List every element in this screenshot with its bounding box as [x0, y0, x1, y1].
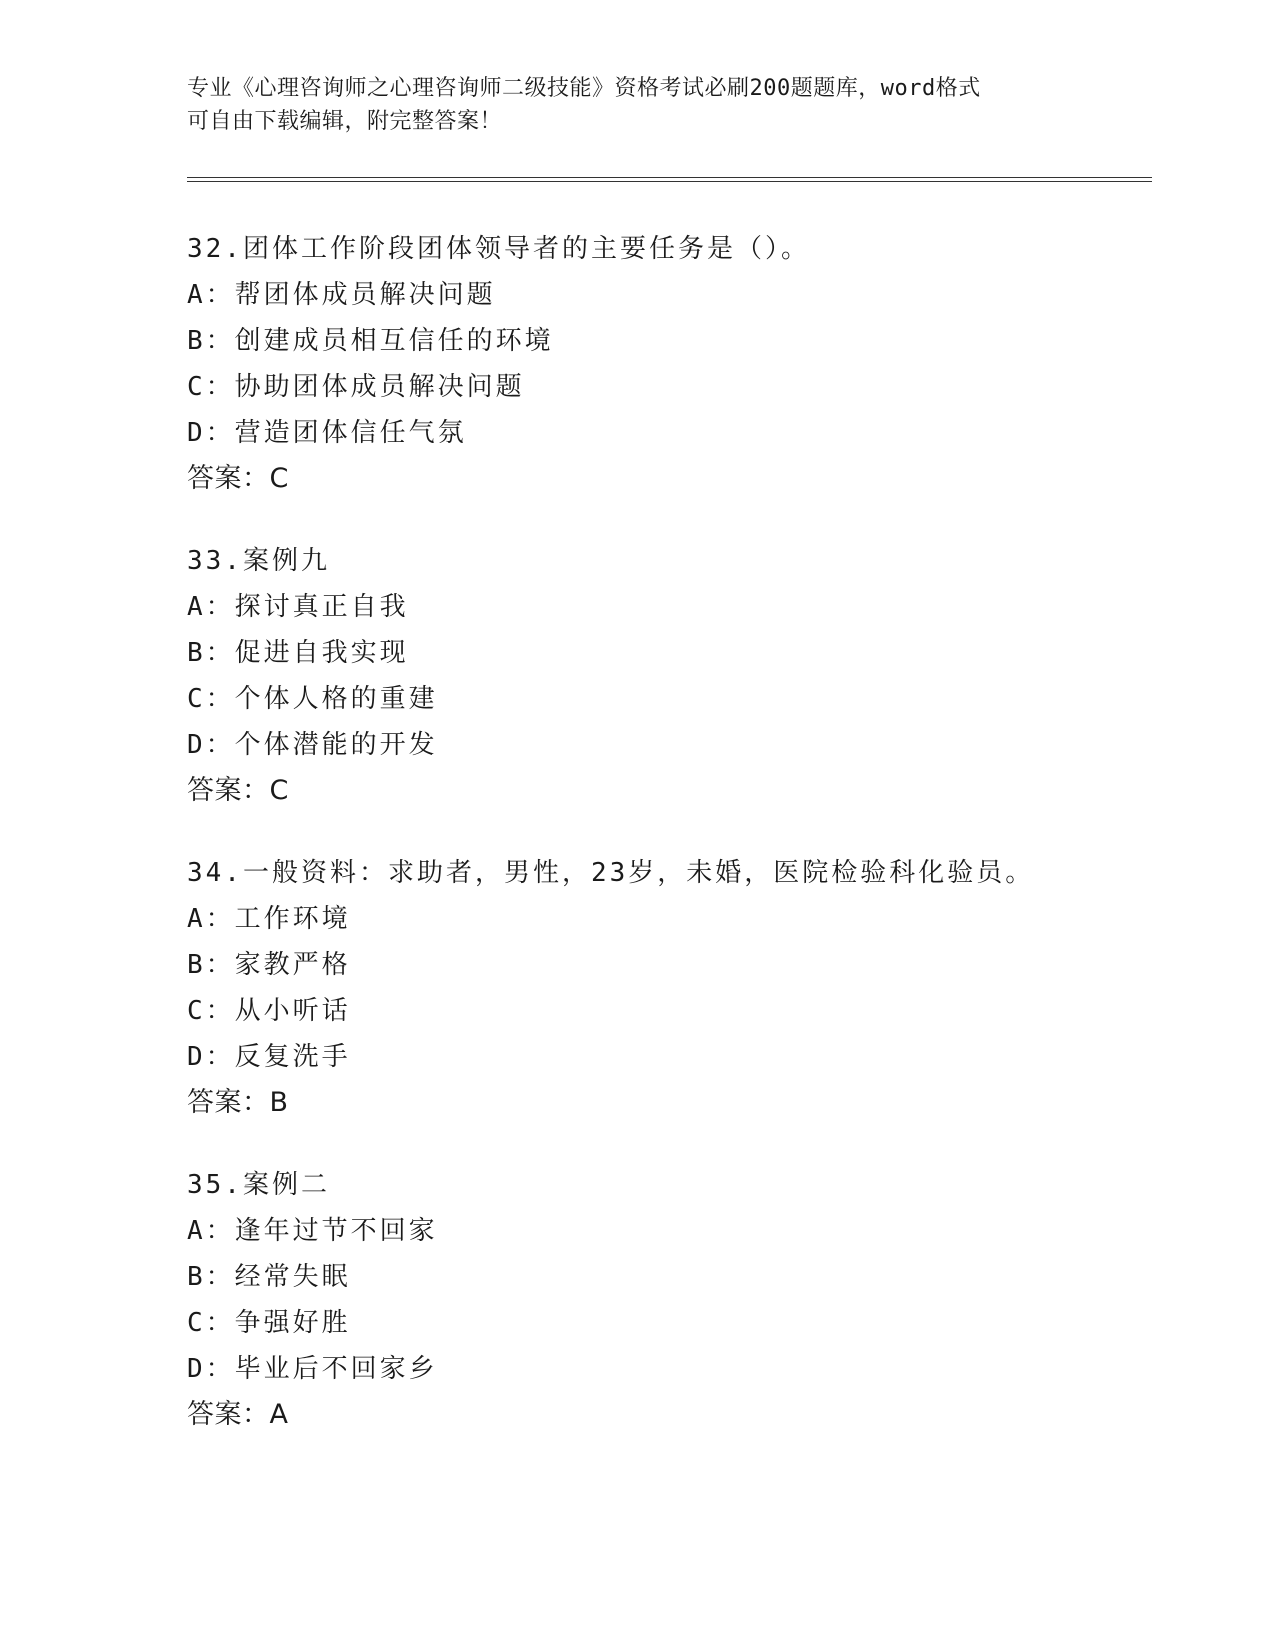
answer-line: 答案：A: [187, 1399, 289, 1430]
header-line-1: 专业《心理咨询师之心理咨询师二级技能》资格考试必刷200题题库，word格式: [187, 76, 981, 101]
header-divider-bottom: [187, 181, 1152, 182]
answer-line: 答案：C: [187, 775, 289, 806]
option-d: D：个体潜能的开发: [187, 730, 438, 760]
question-stem: 33.案例九: [187, 546, 330, 576]
header-divider-top: [187, 177, 1152, 178]
header-line-2: 可自由下载编辑，附完整答案！: [187, 109, 503, 134]
option-d: D：毕业后不回家乡: [187, 1354, 438, 1384]
option-a: A：帮团体成员解决问题: [187, 280, 496, 310]
question-33: [187, 538, 1167, 814]
option-b: B：促进自我实现: [187, 638, 409, 668]
option-b: B：家教严格: [187, 950, 351, 980]
question-stem: 35.案例二: [187, 1170, 330, 1200]
question-34: [187, 850, 1167, 1126]
question-stem: 32.团体工作阶段团体领导者的主要任务是（）。: [187, 234, 810, 264]
answer-line: 答案：C: [187, 463, 289, 494]
option-c: C：从小听话: [187, 996, 351, 1026]
option-b: B：创建成员相互信任的环境: [187, 326, 554, 356]
option-a: A：逢年过节不回家: [187, 1216, 438, 1246]
option-d: D：反复洗手: [187, 1042, 351, 1072]
option-a: A：探讨真正自我: [187, 592, 409, 622]
option-c: C：个体人格的重建: [187, 684, 438, 714]
option-d: D：营造团体信任气氛: [187, 418, 467, 448]
option-b: B：经常失眠: [187, 1262, 351, 1292]
option-c: C：争强好胜: [187, 1308, 351, 1338]
option-a: A：工作环境: [187, 904, 351, 934]
option-c: C：协助团体成员解决问题: [187, 372, 525, 402]
question-stem: 34.一般资料：求助者，男性，23岁，未婚，医院检验科化验员。: [187, 858, 1035, 888]
answer-line: 答案：B: [187, 1087, 289, 1118]
document-header: [187, 72, 1087, 138]
question-35: [187, 1162, 1167, 1438]
question-32: [187, 226, 1167, 502]
